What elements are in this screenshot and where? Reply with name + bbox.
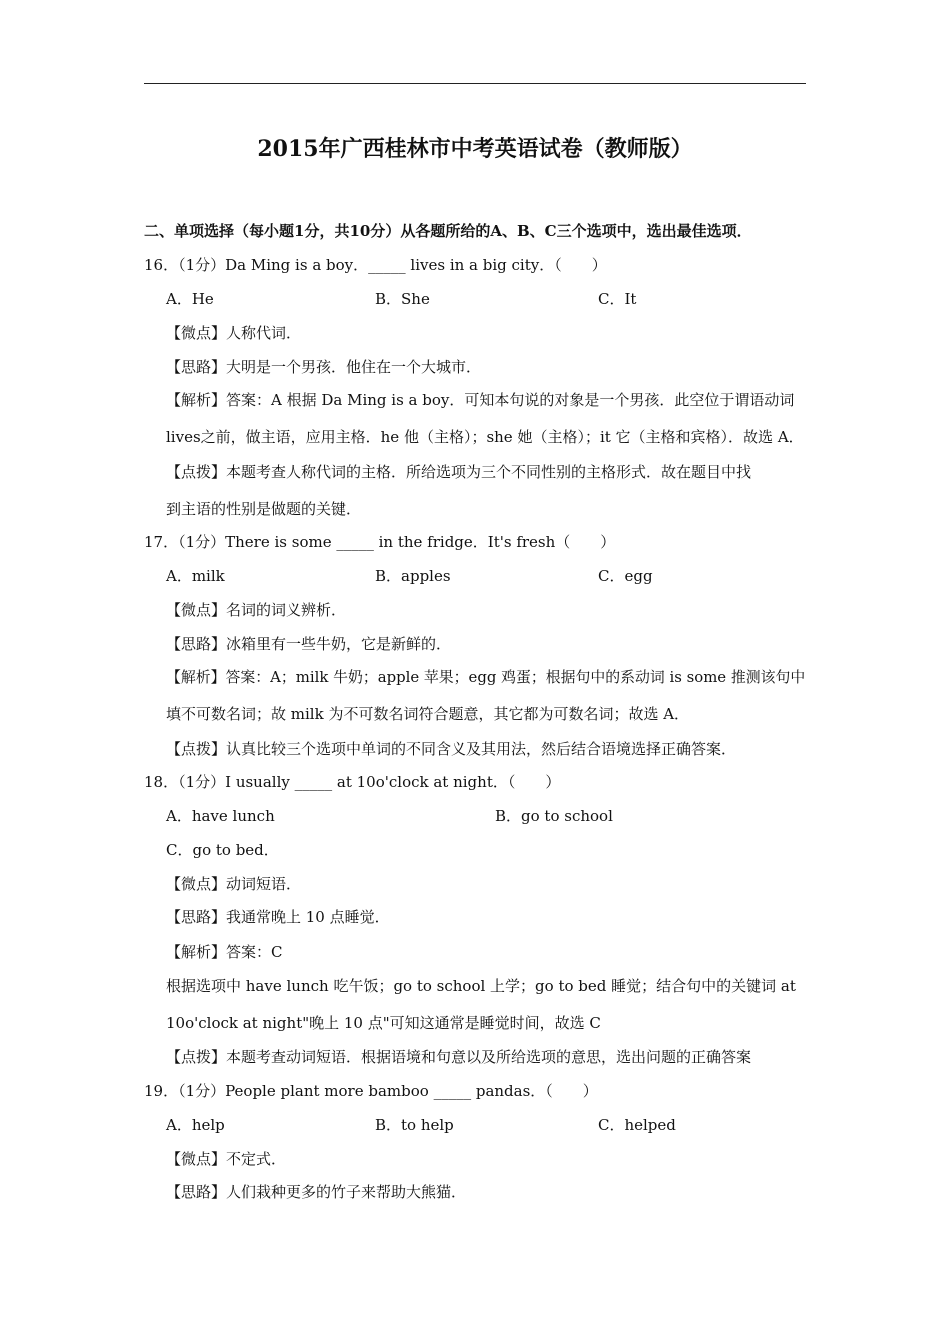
question-18-weidian: 【微点】动词短语． (166, 875, 302, 893)
question-17-option-b: B．apples (375, 567, 451, 585)
question-19-silu: 【思路】人们栽种更多的竹子来帮助大熊猫． (166, 1183, 467, 1201)
question-18-stem: 18．（1分）I usually _____ at 10o'clock at night．（ ） (144, 773, 561, 791)
question-16-dianbo-2: 到主语的性别是做题的关键． (166, 500, 362, 518)
question-16-option-c: C．It (598, 290, 637, 308)
question-16-weidian: 【微点】人称代词． (166, 324, 302, 342)
question-19-weidian: 【微点】不定式． (166, 1150, 287, 1168)
question-17-option-a: A．milk (166, 567, 225, 585)
header-rule (144, 83, 806, 84)
question-18-silu: 【思路】我通常晚上 10 点睡觉． (166, 908, 390, 926)
question-19-option-b: B．to help (375, 1116, 454, 1134)
question-17-jiexi-2: 填不可数名词；故 milk 为不可数名词符合题意，其它都为可数名词；故选 A． (166, 705, 690, 723)
question-16-option-b: B．She (375, 290, 430, 308)
question-16-jiexi-2: lives之前，做主语，应用主格．he 他（主格）；she 她（主格）；it 它（主格和宾格）．故选 A． (166, 428, 804, 446)
question-17-dianbo-1: 【点拨】认真比较三个选项中单词的不同含义及其用法，然后结合语境选择正确答案． (166, 740, 737, 758)
question-18-jiexi-3: 10o'clock at night"晚上 10 点"可知这通常是睡觉时间，故选 C (166, 1014, 601, 1032)
question-17-stem: 17．（1分）There is some _____ in the fridge．It's fresh（ ） (144, 533, 616, 551)
question-19-option-a: A．help (166, 1116, 225, 1134)
question-18-option-a: A．have lunch (166, 807, 275, 825)
question-17-weidian: 【微点】名词的词义辨析． (166, 601, 347, 619)
question-17-option-c: C．egg (598, 567, 653, 585)
question-18-jiexi-1: 【解析】答案：C (166, 943, 283, 961)
question-16-dianbo-1: 【点拨】本题考查人称代词的主格．所给选项为三个不同性别的主格形式．故在题目中找 (166, 463, 752, 481)
question-17-jiexi-1: 【解析】答案：A；milk 牛奶；apple 苹果；egg 鸡蛋；根据句中的系动词 is some 推测该句中 (166, 668, 806, 686)
question-16-silu: 【思路】大明是一个男孩．他住在一个大城市． (166, 358, 482, 376)
question-18-dianbo-1: 【点拨】本题考查动词短语．根据语境和句意以及所给选项的意思，选出问题的正确答案 (166, 1048, 752, 1066)
question-16-stem: 16．（1分）Da Ming is a boy．_____ lives in a big city．（ ） (144, 256, 607, 274)
question-19-option-c: C．helped (598, 1116, 676, 1134)
question-18-jiexi-2: 根据选项中 have lunch 吃午饭；go to school 上学；go to bed 睡觉；结合句中的关键词 at (166, 977, 796, 995)
question-16-jiexi-1: 【解析】答案：A 根据 Da Ming is a boy．可知本句说的对象是一个男孩．此空位于谓语动词 (166, 391, 795, 409)
page-title: 2015年广西桂林市中考英语试卷（教师版） (257, 136, 693, 162)
question-16-option-a: A．He (166, 290, 214, 308)
question-18-option-c: C．go to bed． (166, 841, 279, 859)
question-19-stem: 19．（1分）People plant more bamboo _____ pandas．（ ） (144, 1082, 598, 1100)
question-18-option-b: B．go to school (495, 807, 613, 825)
section-heading: 二、单项选择（每小题1分，共10分）从各题所给的A、B、C三个选项中，选出最佳选项． (144, 222, 752, 240)
question-17-silu: 【思路】冰箱里有一些牛奶，它是新鲜的． (166, 635, 452, 653)
